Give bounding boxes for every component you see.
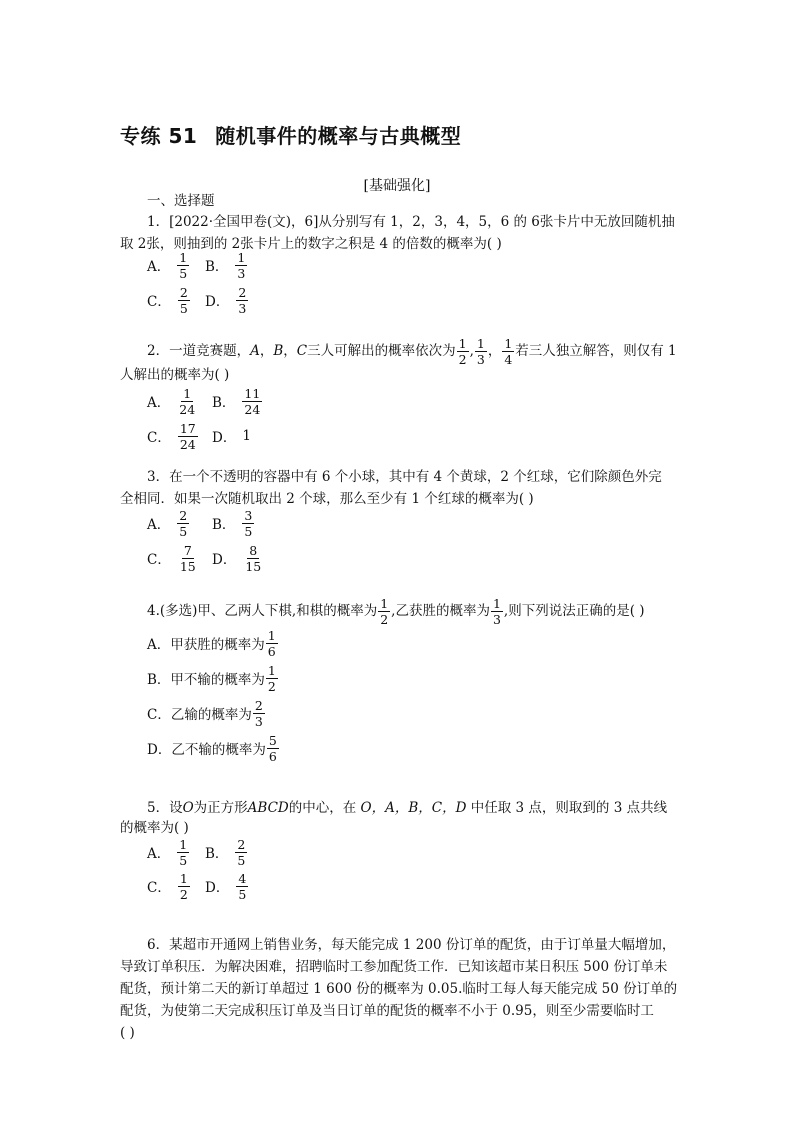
q4-stem: 4.(多选)甲、乙两人下棋,和棋的概率为 $\frac{1}{2}$ ,乙获胜的概率为 $\frac{1}{3}$ ,则下列说法正确的是( ) [147, 595, 645, 627]
q3-option-a: A． $\frac{2}{5}$ [147, 507, 188, 539]
section-label: [基础强化] [363, 178, 431, 194]
q5-stem-line1: 5．设O为正方形ABCD的中心，在 O，A，B，C，D 中任取 3 点，则取到的 3 点共线 [147, 800, 668, 816]
q4-option-c: C．乙输的概率为 $\frac{2}{3}$ [147, 697, 263, 729]
title-text: 随机事件的概率与古典概型 [215, 124, 462, 148]
q3-stem-line2: 全相同．如果一次随机取出 2 个球，那么至少有 1 个红球的概率为( ) [120, 491, 534, 507]
q3-option-c: C． $\frac{7}{15}$ [147, 542, 196, 574]
q4-option-a: A．甲获胜的概率为 $\frac{1}{6}$ [147, 627, 276, 659]
q6-stem-line2: 导致订单积压．为解决困难，招聘临时工参加配货工作．已知该超市某日积压 500 份订单未 [120, 959, 668, 975]
q6-stem-line3: 配货，预计第二天的新订单超过 1 600 份的概率为 0.05.临时工每人每天能完成 50 份订单的 [120, 981, 678, 997]
q3-option-b: B． $\frac{3}{5}$ [212, 507, 253, 539]
q5-option-a: A． $\frac{1}{5}$ [147, 836, 188, 868]
q2-option-b: B． $\frac{11}{24}$ [212, 385, 261, 417]
q3-stem-line1: 3．在一个不透明的容器中有 6 个小球，其中有 4 个黄球，2 个红球，它们除颜色外完 [147, 469, 662, 485]
q2-option-a: A． $\frac{1}{24}$ [147, 385, 196, 417]
q2-stem-line1: 2．一道竞赛题， A ， B ， C 三人可解出的概率依次为 $\frac{1}{2}$ , $\frac{1}{3}$ ， $\frac{1}{4}$ 若三人独立解答，则仅有 1 [147, 335, 677, 367]
q3-option-d: D． $\frac{8}{15}$ [212, 542, 262, 574]
part-heading: 一、选择题 [147, 193, 215, 209]
title-number: 专练 51 [120, 124, 198, 148]
q1-option-b: B． $\frac{1}{3}$ [205, 249, 246, 281]
q6-stem-line4: 配货，为使第二天完成积压订单及当日订单的配货的概率不小于 0.95，则至少需要临时工 [120, 1003, 654, 1019]
q5-option-b: B． $\frac{2}{5}$ [205, 836, 246, 868]
q4-option-d: D．乙不输的概率为 $\frac{5}{6}$ [147, 732, 277, 764]
q5-option-c: C． $\frac{1}{2}$ [147, 870, 188, 902]
q2-option-d: D． 1 [212, 428, 251, 446]
q5-stem-line2: 的概率为( ) [120, 820, 189, 836]
page-title [120, 120, 461, 149]
q5-option-d: D． $\frac{4}{5}$ [205, 870, 247, 902]
q6-stem-line1: 6．某超市开通网上销售业务，每天能完成 1 200 份订单的配货，由于订单量大幅增加， [147, 937, 676, 953]
q1-stem-line1: 1．[2022·全国甲卷(文)，6]从分别写有 1，2，3，4，5，6 的 6张卡片中无放回随机抽 [147, 214, 675, 230]
q1-option-a: A． $\frac{1}{5}$ [147, 249, 188, 281]
q6-stem-line5: ( ) [120, 1025, 135, 1041]
q2-option-c: C． $\frac{17}{24}$ [147, 420, 196, 452]
q1-option-c: C． $\frac{2}{5}$ [147, 284, 188, 316]
q1-option-d: D． $\frac{2}{3}$ [205, 284, 247, 316]
q4-option-b: B．甲不输的概率为 $\frac{1}{2}$ [147, 662, 276, 694]
q1-stem-line2: 取 2张，则抽到的 2张卡片上的数字之积是 4 的倍数的概率为( ) [120, 236, 502, 252]
q2-stem-line2: 人解出的概率为( ) [120, 367, 230, 383]
